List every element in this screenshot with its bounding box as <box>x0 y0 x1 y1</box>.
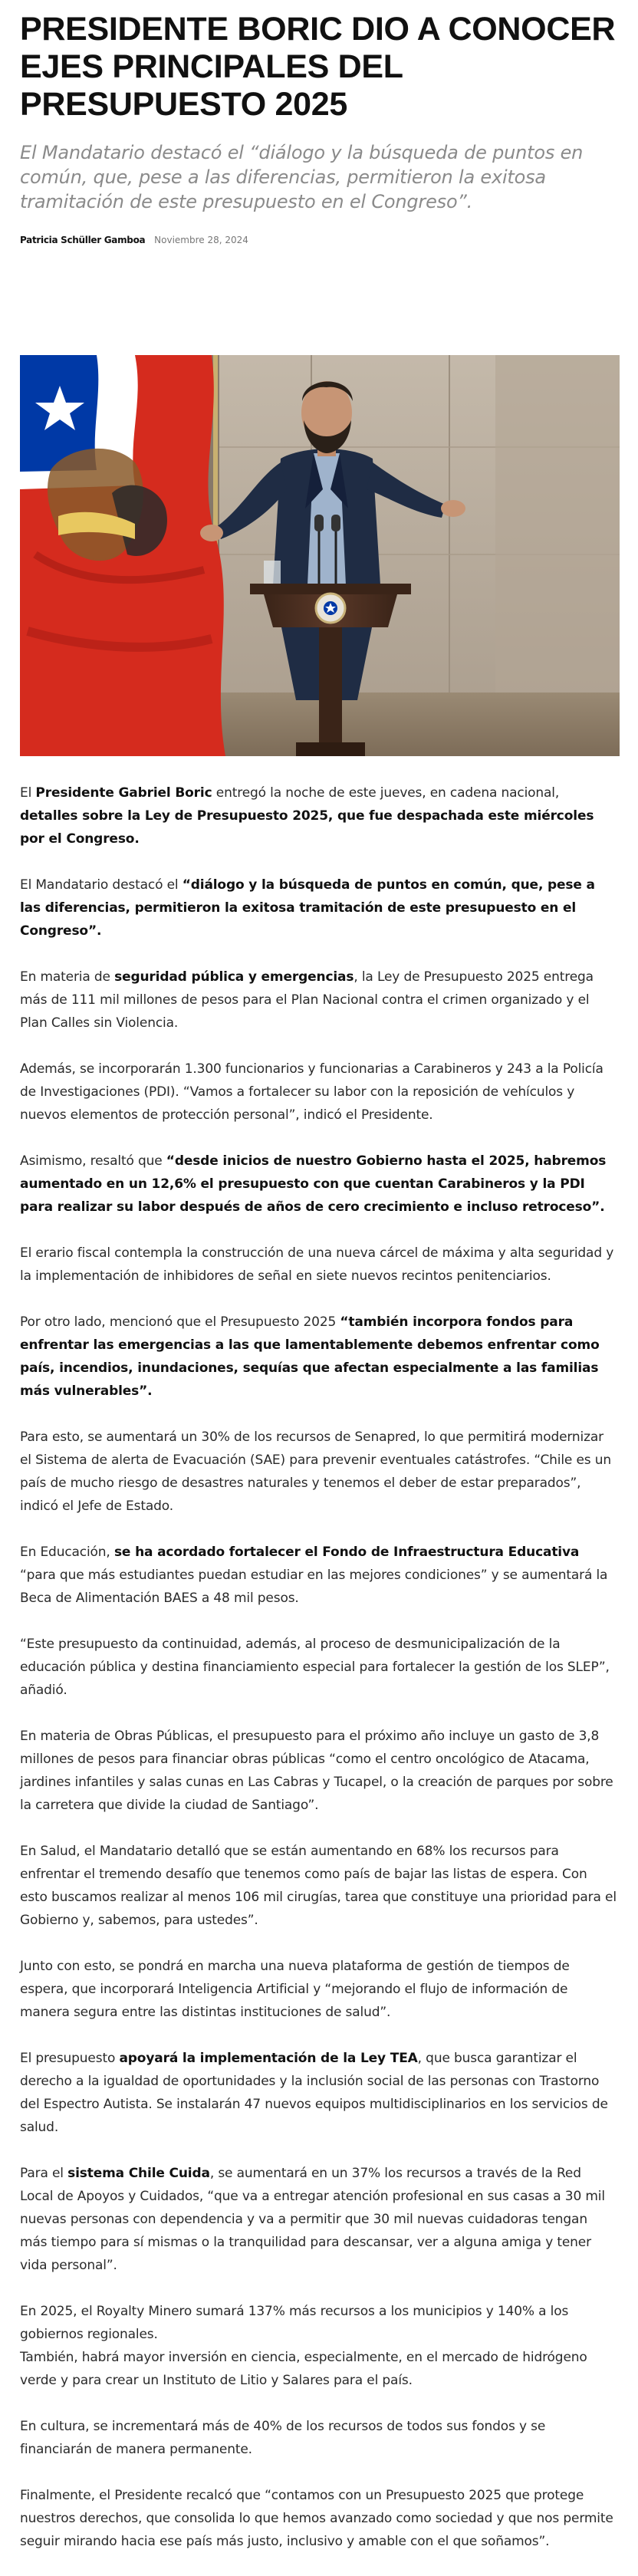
paragraph-text: Para el <box>20 2166 68 2181</box>
chilean-flag-icon <box>20 355 225 756</box>
publish-date: Noviembre 28, 2024 <box>154 235 248 245</box>
paragraph-text: En cultura, se incrementará más de 40% de los recursos de todos sus fondos y se financiarán de manera permanente. <box>20 2419 546 2457</box>
article-paragraph <box>20 781 618 850</box>
paragraph-text: En Educación, <box>20 1545 114 1560</box>
emphasized-text: sistema Chile Cuida <box>67 2166 210 2181</box>
paragraph-text: , se aumentará en un 37% los recursos a través de la Red Local de Apoyos y Cuidados, “que va a entregar atención profesional en sus casas a 30 mil nuevas personas con dependencia y va a permitir que 30 mil nuevas cuidadoras tengan más tiempo para sí mismas o la tranquilidad para descansar, ver a alguna amiga y tener vida personal”. <box>20 2166 605 2273</box>
article-paragraph <box>20 873 618 943</box>
article-body <box>20 781 618 2553</box>
article-paragraph <box>20 1633 618 1702</box>
article-paragraph <box>20 1311 618 1403</box>
article-paragraph <box>20 2047 618 2139</box>
paragraph-text: Por otro lado, mencionó que el Presupuesto 2025 <box>20 1314 340 1330</box>
article-paragraph <box>20 1955 618 2024</box>
emphasized-text: seguridad pública y emergencias <box>114 969 354 985</box>
emphasized-text: “también incorpora fondos para enfrentar las emergencias a las que lamentablemente debemos enfrentar como país, incendios, inundaciones, sequías que afectan especialmente a las familias más vulnerables”. <box>20 1314 600 1399</box>
paragraph-text: Además, se incorporarán 1.300 funcionarios y funcionarias a Carabineros y 243 a la Policía de Investigaciones (PDI). “Vamos a fortalecer su labor con la reposición de vehículos y nuevos elementos de protección personal”, indicó el Presidente. <box>20 1061 603 1123</box>
article-paragraph <box>20 2300 618 2392</box>
author-name[interactable]: Patricia Schüller Gamboa <box>20 235 146 245</box>
emphasized-text: se ha acordado fortalecer el Fondo de Infraestructura Educativa <box>113 1545 580 1560</box>
article-paragraph <box>20 1150 618 1219</box>
paragraph-text: Finalmente, el Presidente recalcó que “contamos con un Presupuesto 2025 que protege nuestros derechos, que consolida lo que hemos avanzado como sociedad y que nos permite seguir mirando hacia ese país más justo, inclusivo y amable con el que soñamos”. <box>20 2488 613 2549</box>
article-subtitle: El Mandatario destacó el “diálogo y la búsqueda de puntos en común, que, pese a las diferencias, permitieron la exitosa tramitación de este presupuesto en el Congreso”. <box>20 142 584 212</box>
emphasized-text: detalles sobre la Ley de Presupuesto 2025, que fue despachada este miércoles por el Congreso. <box>20 808 594 847</box>
paragraph-text: En 2025, el Royalty Minero sumará 137% más recursos a los municipios y 140% a los gobiernos regionales. <box>20 2304 569 2342</box>
emphasized-text: “desde inicios de nuestro Gobierno hasta el 2025, habremos aumentado en un 12,6% el presupuesto con que cuentan Carabineros y la PDI para realizar su labor después de años de cero crecimiento e incluso retroceso”. <box>20 1153 607 1215</box>
article-paragraph <box>20 1541 618 1610</box>
paragraph-text: También, habrá mayor inversión en ciencia, especialmente, en el mercado de hidrógeno verde y para crear un Instituto de Litio y Salares para el país. <box>20 2350 587 2388</box>
paragraph-text: En Salud, el Mandatario detalló que se están aumentando en 68% los recursos para enfrentar el tremendo desafío que tenemos como país de bajar las listas de espera. Con esto buscamos realizar al menos 106 mil cirugías, tarea que constituye una prioridad para el Gobierno y, sabemos, para ustedes”. <box>20 1844 617 1928</box>
article-paragraph <box>20 1242 618 1288</box>
hero-image <box>20 355 620 756</box>
water-glass <box>264 561 281 585</box>
article-paragraph <box>20 1725 618 1817</box>
paragraph-text: , que busca garantizar el derecho a la igualdad de oportunidades y la inclusión social de las personas con Trastorno del Espectro Autista. Se instalarán 47 nuevos equipos multidisciplinarios en los servicios de salud. <box>20 2051 608 2135</box>
paragraph-text: “Este presupuesto da continuidad, además, al proceso de desmunicipalización de la educación pública y destina financiamiento especial para fortalecer la gestión de los SLEP”, añadió. <box>20 1637 610 1698</box>
paragraph-text: Para esto, se aumentará un 30% de los recursos de Senapred, lo que permitirá modernizar el Sistema de alerta de Evacuación (SAE) para prevenir eventuales catástrofes. “Chile es un país de mucho riesgo de desastres naturales y tenemos el deber de estar preparados”, indicó el Jefe de Estado. <box>20 1429 612 1514</box>
paragraph-text: , la Ley de Presupuesto 2025 entrega más de 111 mil millones de pesos para el Plan Nacional contra el crimen organizado y el Plan Calles sin Violencia. <box>20 969 594 1031</box>
paragraph-text: Asimismo, resaltó que <box>20 1153 166 1169</box>
article-meta <box>20 234 618 246</box>
article-paragraph <box>20 1426 618 1518</box>
article-title: PRESIDENTE BORIC DIO A CONOCER EJES PRINCIPALES DEL PRESUPUESTO 2025 <box>20 11 616 123</box>
paragraph-text: En materia de <box>20 969 115 985</box>
article-paragraph <box>20 966 618 1035</box>
article-paragraph <box>20 2162 618 2277</box>
paragraph-text: Junto con esto, se pondrá en marcha una nueva plataforma de gestión de tiempos de espera, que incorporará Inteligencia Artificial y “mejorando el flujo de información de manera segura entre las distintas instituciones de salud”. <box>20 1959 570 2020</box>
paragraph-text: En materia de Obras Públicas, el presupuesto para el próximo año incluye un gasto de 3,8 millones de pesos para financiar obras públicas “como el centro oncológico de Atacama, jardines infantiles y salas cunas en Las Cabras y Tucapel, o la creación de parques por sobre la carretera que divide la ciudad de Santiago”. <box>20 1729 613 1813</box>
paragraph-text: El Mandatario destacó el <box>20 877 183 893</box>
paragraph-text: El <box>20 785 36 801</box>
article-paragraph <box>20 2484 618 2553</box>
emphasized-text: apoyará la implementación de la Ley TEA <box>119 2051 418 2066</box>
paragraph-text: El presupuesto <box>20 2051 120 2066</box>
emphasized-text: “diálogo y la búsqueda de puntos en común, que, pese a las diferencias, permitieron la exitosa tramitación de este presupuesto en el Congreso”. <box>20 877 595 939</box>
article-paragraph <box>20 1840 618 1932</box>
president-podium-photo <box>20 355 620 756</box>
paragraph-text: “para que más estudiantes puedan estudiar en las mejores condiciones” y se aumentará la Beca de Alimentación BAES a 48 mil pesos. <box>20 1568 608 1606</box>
emphasized-text: Presidente Gabriel Boric <box>35 785 212 801</box>
article-paragraph <box>20 2415 618 2461</box>
paragraph-text: entregó la noche de este jueves, en cadena nacional, <box>212 785 560 801</box>
article-paragraph <box>20 1058 618 1127</box>
paragraph-text: El erario fiscal contempla la construcción de una nueva cárcel de máxima y alta seguridad y la implementación de inhibidores de señal en siete nuevos recintos penitenciarios. <box>20 1245 614 1284</box>
